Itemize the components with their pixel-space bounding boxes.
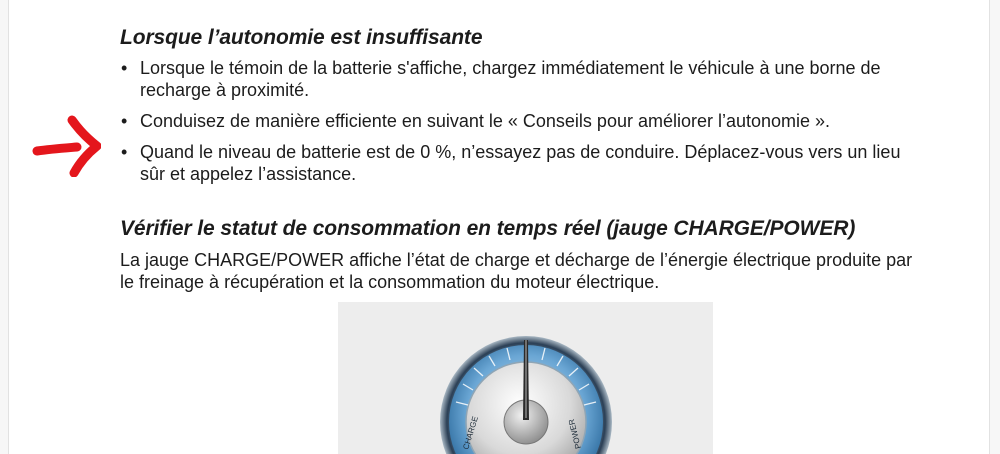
section-body-text: La jauge CHARGE/POWER affiche l’état de charge et décharge de l’énergie électrique produite par le freinage à récupération et la consommation du moteur électrique. [120, 250, 913, 292]
list-item: • Lorsque le témoin de la batterie s'affiche, chargez immédiatement le véhicule à une borne de recharge à proximité. [120, 57, 920, 101]
gauge-left-label: CHARGE [461, 415, 480, 451]
tips-list [120, 57, 920, 194]
arrow-right-icon [31, 115, 101, 177]
charge-power-gauge [338, 302, 713, 454]
section-heading-consumption: Vérifier le statut de consommation en temps réel (jauge CHARGE/POWER) [120, 217, 856, 240]
list-item: • Conduisez de manière efficiente en suivant le « Conseils pour améliorer l’autonomie ». [120, 110, 920, 132]
list-item: • Quand le niveau de batterie est de 0 %, n’essayez pas de conduire. Déplacez-vous vers un lieu sûr et appelez l’assistance. [120, 141, 920, 185]
gauge-right-label: POWER [566, 418, 583, 450]
section-heading-low-range: Lorsque l’autonomie est insuffisante [120, 26, 483, 49]
document-page [8, 0, 990, 454]
gauge-figure [338, 302, 713, 454]
